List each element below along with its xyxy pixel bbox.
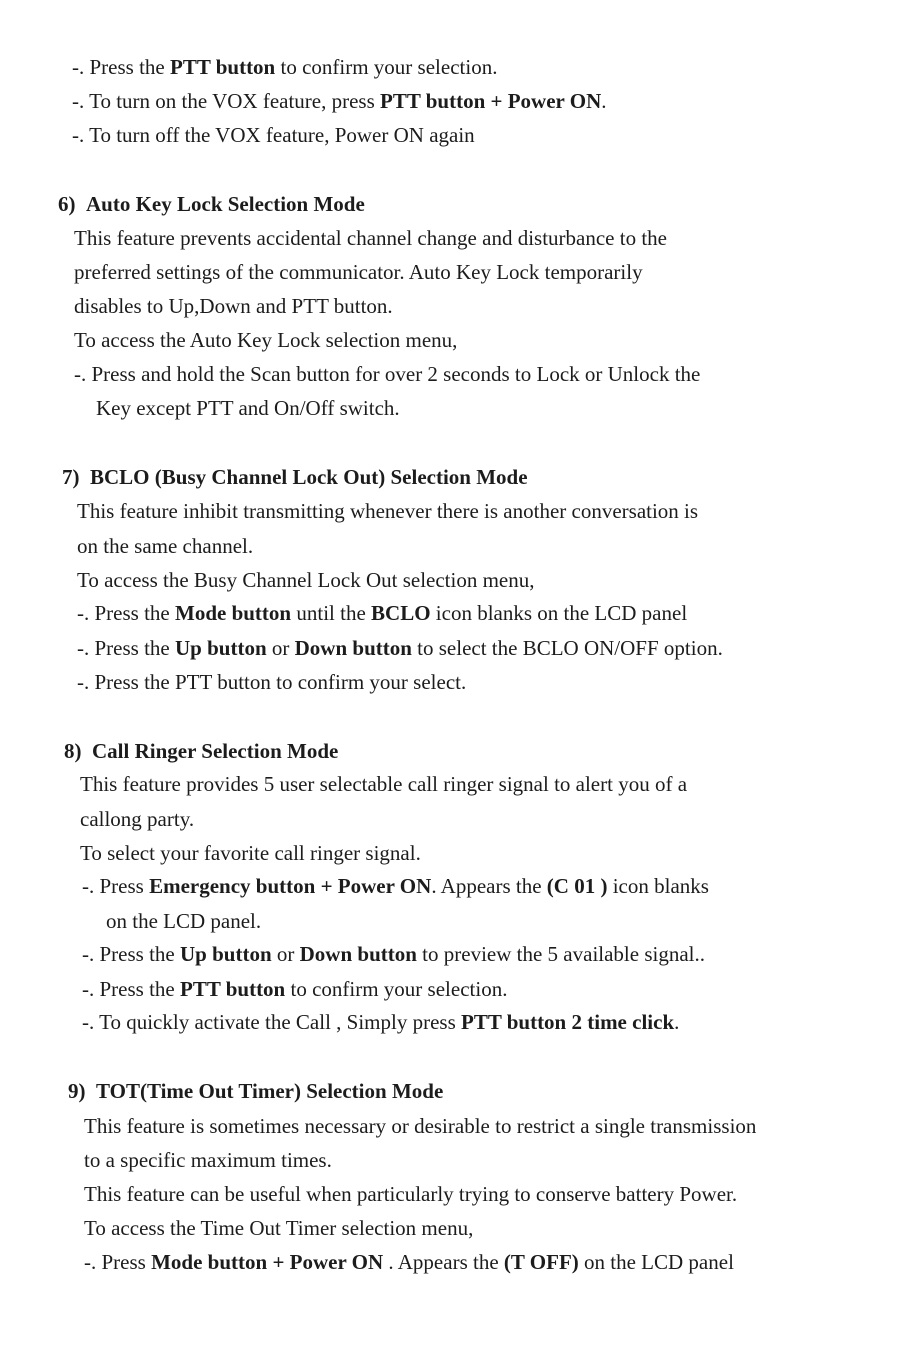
text: -. Press the xyxy=(72,55,170,79)
text: -. Press the xyxy=(82,977,180,1001)
section-number: 7) xyxy=(62,465,80,489)
top-bullet-vox-on xyxy=(72,88,607,114)
text: . Appears the xyxy=(383,1250,504,1274)
s6-line-3: disables to Up,Down and PTT button. xyxy=(74,294,393,318)
s6-line-4: To access the Auto Key Lock selection menu, xyxy=(74,328,458,352)
text: -. Press the xyxy=(82,942,180,966)
text: or xyxy=(266,636,295,660)
text: icon blanks on the LCD panel xyxy=(430,601,688,625)
text: -. Press the xyxy=(77,636,175,660)
section-title: BCLO (Busy Channel Lock Out) Selection Mode xyxy=(90,465,528,489)
s7-line-3: To access the Busy Channel Lock Out selection menu, xyxy=(77,568,535,592)
s8-bullet-updown xyxy=(82,941,705,967)
text: -. To turn off the VOX feature, Power ON again xyxy=(72,123,475,147)
bold-text: Down button xyxy=(299,942,417,966)
text: to preview the 5 available signal.. xyxy=(416,942,705,966)
section-9-heading xyxy=(68,1078,443,1104)
text: -. Press xyxy=(82,874,150,898)
s8-bullet-quick-call xyxy=(82,1009,679,1035)
bold-text: PTT button xyxy=(170,55,276,79)
bold-text: PTT button + Power ON xyxy=(380,89,602,113)
s7-bullet-mode xyxy=(77,600,687,626)
text: to select the BCLO ON/OFF option. xyxy=(411,636,723,660)
s7-bullet-updown xyxy=(77,635,723,661)
s8-line-2: callong party. xyxy=(80,807,195,831)
section-6-heading xyxy=(58,191,365,217)
bold-text: PTT button 2 time click xyxy=(461,1010,675,1034)
text: until the xyxy=(291,601,372,625)
bold-text: Up button xyxy=(180,942,272,966)
s8-bullet-emergency-cont: on the LCD panel. xyxy=(106,909,262,933)
s6-line-5: -. Press and hold the Scan button for over 2 seconds to Lock or Unlock the xyxy=(74,362,701,386)
bold-text: PTT button xyxy=(180,977,286,1001)
text: -. To quickly activate the Call , Simply press xyxy=(82,1010,461,1034)
s7-line-2: on the same channel. xyxy=(77,534,254,558)
bold-text: (T OFF) xyxy=(503,1250,579,1274)
top-bullet-vox-off xyxy=(72,122,475,148)
text: . xyxy=(674,1010,680,1034)
s6-line-2: preferred settings of the communicator. Auto Key Lock temporarily xyxy=(74,260,643,284)
section-title: Call Ringer Selection Mode xyxy=(92,739,339,763)
s9-line-2: to a specific maximum times. xyxy=(84,1148,332,1172)
text: or xyxy=(271,942,300,966)
s9-line-3: This feature can be useful when particularly trying to conserve battery Power. xyxy=(84,1182,738,1206)
text: . Appears the xyxy=(431,874,547,898)
s8-bullet-emergency xyxy=(82,873,709,899)
s6-line-6: Key except PTT and On/Off switch. xyxy=(96,396,400,420)
s9-bullet-mode-power xyxy=(84,1249,734,1275)
text: -. Press the xyxy=(77,601,175,625)
s7-bullet-ptt: -. Press the PTT button to confirm your select. xyxy=(77,670,467,694)
s7-line-1: This feature inhibit transmitting whenever there is another conversation is xyxy=(77,499,699,523)
section-number: 9) xyxy=(68,1079,86,1103)
text: -. To turn on the VOX feature, press xyxy=(72,89,381,113)
s6-line-1: This feature prevents accidental channel change and disturbance to the xyxy=(74,226,667,250)
s8-line-3: To select your favorite call ringer signal. xyxy=(80,841,421,865)
s8-bullet-ptt xyxy=(82,976,507,1002)
s9-line-1: This feature is sometimes necessary or desirable to restrict a single transmission xyxy=(84,1114,757,1138)
s8-line-1: This feature provides 5 user selectable call ringer signal to alert you of a xyxy=(80,772,688,796)
section-title: Auto Key Lock Selection Mode xyxy=(86,192,365,216)
bold-text: BCLO xyxy=(371,601,431,625)
bold-text: Down button xyxy=(294,636,412,660)
s9-line-4: To access the Time Out Timer selection menu, xyxy=(84,1216,474,1240)
bold-text: Mode button + Power ON xyxy=(151,1250,384,1274)
bold-text: (C 01 ) xyxy=(546,874,608,898)
section-number: 8) xyxy=(64,739,82,763)
section-7-heading xyxy=(62,464,528,490)
text: -. Press xyxy=(84,1250,152,1274)
section-8-heading xyxy=(64,738,338,764)
text: . xyxy=(601,89,607,113)
bold-text: Emergency button + Power ON xyxy=(149,874,432,898)
top-bullet-ptt-confirm xyxy=(72,54,497,80)
text: icon blanks xyxy=(607,874,709,898)
text: on the LCD panel xyxy=(578,1250,734,1274)
text: to confirm your selection. xyxy=(275,55,498,79)
bold-text: Mode button xyxy=(175,601,292,625)
text: to confirm your selection. xyxy=(285,977,508,1001)
bold-text: Up button xyxy=(175,636,267,660)
section-number: 6) xyxy=(58,192,76,216)
section-title: TOT(Time Out Timer) Selection Mode xyxy=(96,1079,444,1103)
